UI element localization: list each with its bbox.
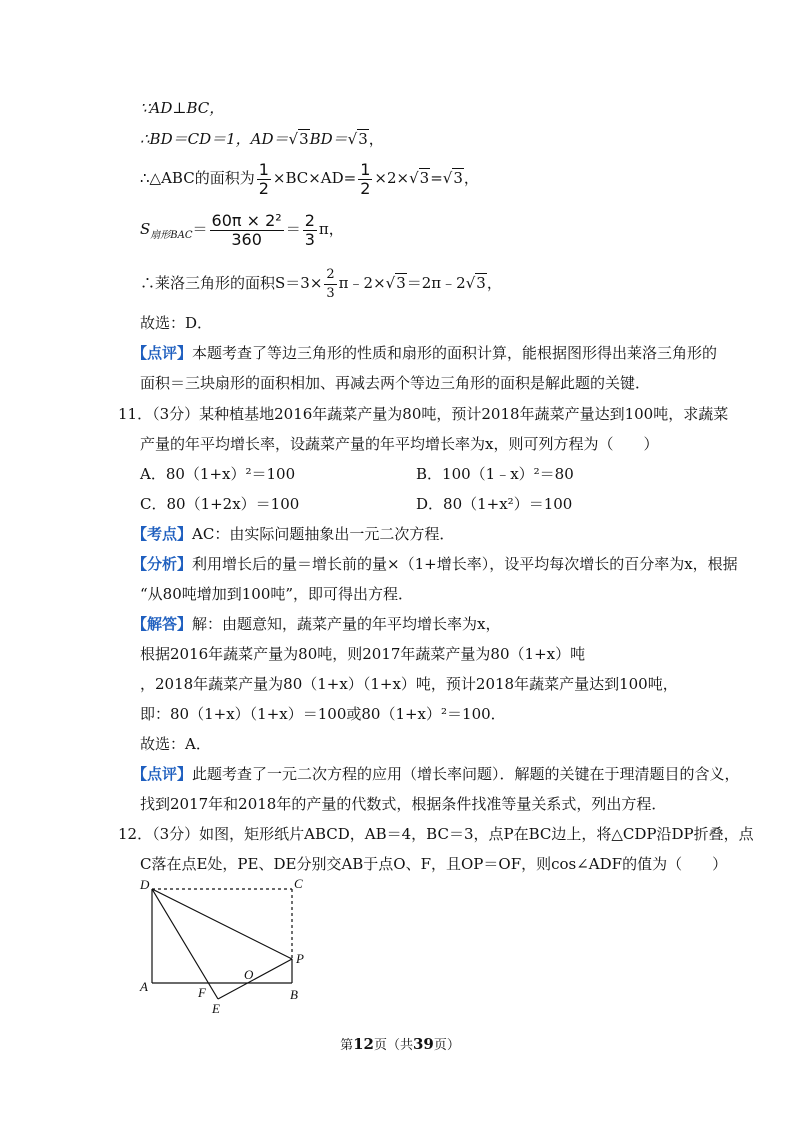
label-p: P <box>296 951 304 966</box>
sqrt-3: √3 <box>385 274 406 292</box>
sol-line-5: ∴莱洛三角形的面积S＝3× $\frac{2}{3}$ π﹣2×√3＝2π﹣2√3， <box>140 263 502 303</box>
sol-line-4: $S_{扇形BAC}=$ $\frac{\text{60π × 2²}}{360}$ ＝ $\frac{2}{3}$ π， <box>140 210 344 249</box>
fraction: $\frac{1}{2}$ <box>360 159 371 198</box>
review-line-2: 面积＝三块扇形的面积相加、再减去两个等边三角形的面积是解此题的关键． <box>140 374 651 392</box>
fraction: $\frac{\text{60π × 2²}}{360}$ <box>211 210 282 249</box>
fraction: $\frac{1}{2}$ <box>258 159 269 198</box>
q11-jieda-2: 根据2016年蔬菜产量为80吨，则2017年蔬菜产量为80（1+x）吨 <box>140 645 586 663</box>
review-line-1: 【点评】本题考查了等边三角形的性质和扇形的面积计算，能根据图形得出莱洛三角形的 <box>132 344 718 362</box>
q11-option-b: B．100（1﹣x）²＝80 <box>416 465 574 483</box>
label-o: O <box>244 967 254 982</box>
label-d: D <box>140 877 150 892</box>
label-c: C <box>294 876 303 891</box>
sqrt-3: √3 <box>442 169 463 187</box>
fraction: $\frac{2}{3}$ <box>304 210 315 249</box>
sqrt-3: √3 <box>465 274 486 292</box>
q11-option-a: A．80（1+x）²＝100 <box>140 465 296 483</box>
q11-option-c: C．80（1+2x）＝100 <box>140 495 300 513</box>
sqrt-3: √3 <box>347 130 368 148</box>
sol-line-3: ∴△ABC的面积为 $\frac{1}{2}$ ×BC×AD= $\frac{1}{2}$ ×2×√3=√3， <box>140 159 479 198</box>
q12-stem-1: 12．（3分）如图，矩形纸片ABCD，AB＝4，BC＝3，点P在BC边上，将△CDP沿DP折叠，点 <box>118 825 754 843</box>
sol-line-1: ∵AD⊥BC， <box>140 99 225 117</box>
label-a: A <box>140 979 148 994</box>
q11-review-2: 找到2017年和2018年的产量的代数式，根据条件找准等量关系式，列出方程． <box>140 795 667 813</box>
q11-jieda-4: 即：80（1+x）（1+x）＝100或80（1+x）²＝100． <box>140 705 506 723</box>
q12-figure <box>130 875 330 1025</box>
sol-line-2: ∴BD＝CD＝1，AD＝√3BD＝√3， <box>140 130 384 148</box>
label-b: B <box>290 987 298 1002</box>
sqrt-3: √3 <box>288 130 309 148</box>
q11-fenxi-1: 【分析】利用增长后的量＝增长前的量×（1+增长率），设平均每次增长的百分率为x，根据 <box>132 555 738 573</box>
q11-option-d: D．80（1+x²）＝100 <box>416 495 573 513</box>
q11-review-1: 【点评】此题考查了一元二次方程的应用（增长率问题）．解题的关键在于理清题目的含义， <box>132 765 740 783</box>
q11-fenxi-2: “从80吨增加到100吨”，即可得出方程． <box>140 585 414 603</box>
q11-kaodian: 【考点】AC：由实际问题抽象出一元二次方程． <box>132 525 455 543</box>
q11-jieda-5: 故选：A． <box>140 735 211 753</box>
label-e: E <box>212 1001 220 1016</box>
label-f: F <box>198 985 206 1000</box>
fraction: $\frac{2}{3}$ <box>326 266 335 301</box>
q11-stem-1: 11．（3分）某种植基地2016年蔬菜产量为80吨，预计2018年蔬菜产量达到100吨，求蔬菜 <box>118 405 729 423</box>
q11-jieda-3: ，2018年蔬菜产量为80（1+x）（1+x）吨，预计2018年蔬菜产量达到100吨， <box>140 675 678 693</box>
page-footer: 第12页（共39页） <box>340 1035 460 1053</box>
q11-stem-2: 产量的年平均增长率，设蔬菜产量的年平均增长率为x，则可列方程为（ ） <box>140 435 659 453</box>
sol-line-6: 故选：D． <box>140 314 213 332</box>
q11-jieda-1: 【解答】解：由题意知，蔬菜产量的年平均增长率为x， <box>132 615 501 633</box>
q12-stem-2: C落在点E处，PE、DE分别交AB于点O、F，且OP＝OF，则cos∠ADF的值为（ ） <box>140 855 728 873</box>
sqrt-3: √3 <box>409 169 430 187</box>
segment-pe <box>218 959 292 999</box>
